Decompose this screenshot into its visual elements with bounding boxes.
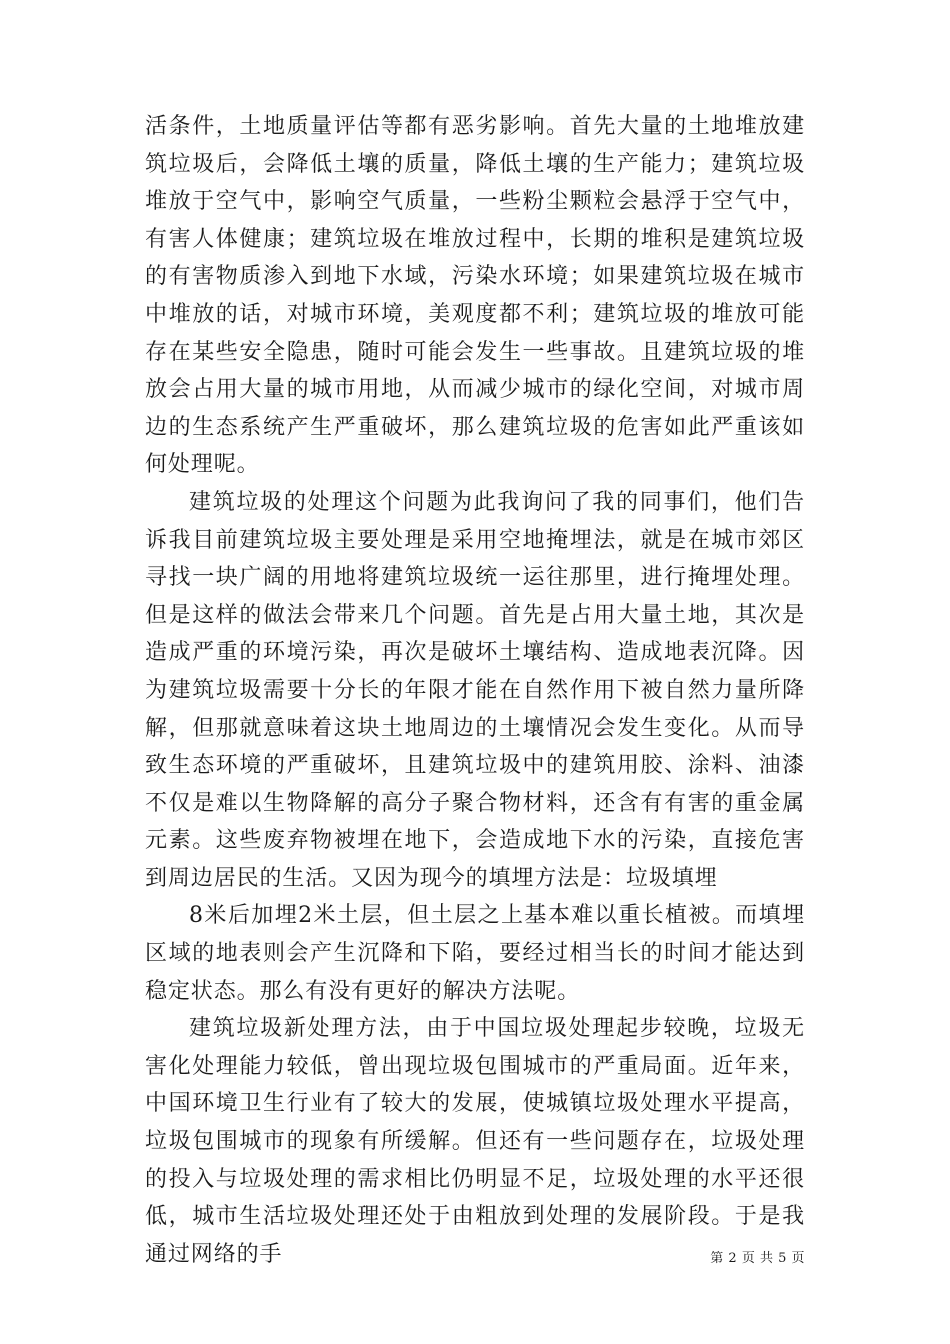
paragraph-2: 建筑垃圾的处理这个问题为此我询问了我的同事们，他们告诉我目前建筑垃圾主要处理是采用空地掩埋法，就是在城市郊区寻找一块广阔的用地将建筑垃圾统一运往那里，进行掩埋处理。但是这样的做法会带来几个问题。首先是占用大量土地，其次是造成严重的环境污染，再次是破坏土壤结构、造成地表沉降。因为建筑垃圾需要十分长的年限才能在自然作用下被自然力量所降解，但那就意味着这块土地周边的土壤情况会发生变化。从而导致生态环境的严重破坏，且建筑垃圾中的建筑用胶、涂料、油漆不仅是难以生物降解的高分子聚合物材料，还含有有害的重金属元素。这些废弃物被埋在地下，会造成地下水的污染，直接危害到周边居民的生活。又因为现今的填埋方法是：垃圾填埋 bbox=[145, 489, 805, 891]
paragraph-4: 建筑垃圾新处理方法，由于中国垃圾处理起步较晚，垃圾无害化处理能力较低，曾出现垃圾包围城市的严重局面。近年来，中国环境卫生行业有了较大的发展，使城镇垃圾处理水平提高，垃圾包围城市的现象有所缓解。但还有一些问题存在，垃圾处理的投入与垃圾处理的需求相比仍明显不足，垃圾处理的水平还很低，城市生活垃圾处理还处于由粗放到处理的发展阶段。于是我通过网络的手 bbox=[145, 1016, 805, 1267]
paragraph-1: 活条件，土地质量评估等都有恶劣影响。首先大量的土地堆放建筑垃圾后，会降低土壤的质量，降低土壤的生产能力；建筑垃圾堆放于空气中，影响空气质量，一些粉尘颗粒会悬浮于空气中，有害人体健康；建筑垃圾在堆放过程中，长期的堆积是建筑垃圾的有害物质渗入到地下水域，污染水环境；如果建筑垃圾在城市中堆放的话，对城市环境，美观度都不利；建筑垃圾的堆放可能存在某些安全隐患，随时可能会发生一些事故。且建筑垃圾的堆放会占用大量的城市用地，从而减少城市的绿化空间，对城市周边的生态系统产生严重破坏，那么建筑垃圾的危害如此严重该如何处理呢。 bbox=[145, 114, 805, 478]
page-number-footer: 第 2 页 共 5 页 bbox=[710, 1251, 805, 1266]
paragraph-3: 8米后加埋2米土层，但土层之上基本难以重长植被。而填埋区域的地表则会产生沉降和下陷，要经过相当长的时间才能达到稳定状态。那么有没有更好的解决方法呢。 bbox=[145, 903, 805, 1004]
body-text bbox=[145, 108, 805, 1273]
